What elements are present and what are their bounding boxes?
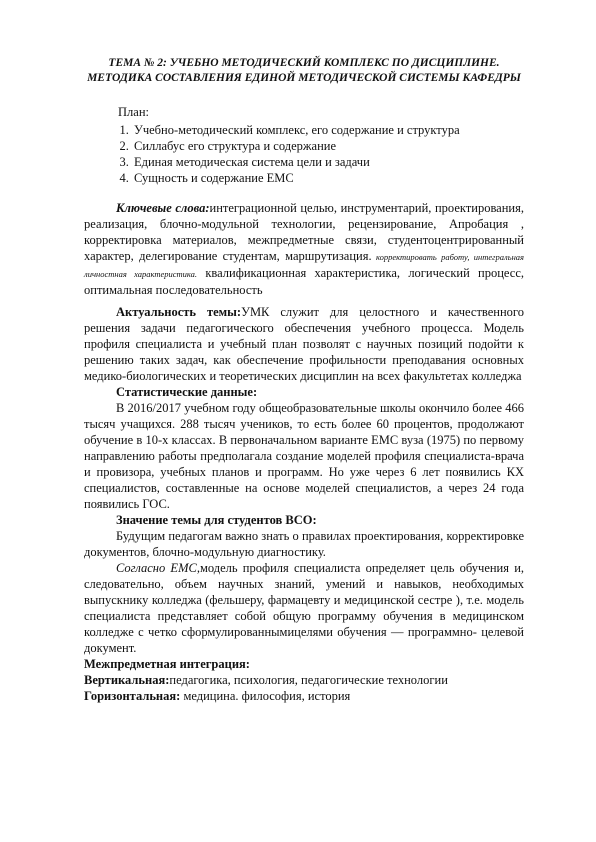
plan-list bbox=[84, 122, 524, 186]
horizontal-label: Горизонтальная: bbox=[84, 689, 181, 703]
integration-horizontal bbox=[84, 688, 524, 704]
plan-item: 2. Силлабус его структура и содержание bbox=[132, 138, 524, 154]
significance-heading: Значение темы для студентов ВСО: bbox=[116, 513, 317, 527]
ems-text: модель профиля специалиста определяет цель обучения и, следовательно, объем научных знаний, умений и навыков, необходимых выпускнику колледжа (фельшеру, фармацевту и медицинской сестре ), т.е. модель специалиста представляет собой общую программу обучения в медицинском колледже с четко сформулированнымицелями обучения — программно- целевой документ. bbox=[84, 561, 525, 655]
ems-paragraph bbox=[84, 560, 524, 656]
stats-paragraph: В 2016/2017 учебном году общеобразовательные школы окончило более 466 тысяч учащихся. 288 тысяч учеников, то есть более 60 процентов, продолжают обучение в 10-х классах. В первоначальном варианте ЕМС вуза (1975) по первому направлению работы предполагала создание моделей профиля специалиста-врача и провизора, учебных планов и программ. Но уже через 6 лет появились КХ специалистов, составленные на основе моделей специалистов, а через 24 года появились ГОС. bbox=[84, 401, 524, 511]
significance-paragraph: Будущим педагогам важно знать о правилах проектирования, корректировке документов, блочно-модульную диагностику. bbox=[84, 529, 524, 559]
horizontal-text: медицина. философия, история bbox=[180, 689, 351, 703]
page-title bbox=[84, 56, 524, 86]
ems-label: Согласно ЕМС, bbox=[116, 561, 200, 575]
relevance-label: Актуальность темы: bbox=[116, 305, 242, 319]
plan-item: 1. Учебно-методический комплекс, его содержание и структура bbox=[132, 122, 524, 138]
title-line-1: ТЕМА № 2: УЧЕБНО МЕТОДИЧЕСКИЙ КОМПЛЕКС ПО ДИСЦИПЛИНЕ. bbox=[108, 57, 500, 69]
plan-item: 4. Сущность и содержание ЕМС bbox=[132, 170, 524, 186]
plan-item: 3. Единая методическая система цели и задачи bbox=[132, 154, 524, 170]
integration-vertical bbox=[84, 672, 524, 688]
stats-heading: Статистические данные: bbox=[116, 385, 258, 399]
integration-heading: Межпредметная интеграция: bbox=[84, 657, 250, 671]
relevance-paragraph bbox=[84, 304, 524, 384]
keywords-small-text: корректировать работу, интегральная личностная характеристика. bbox=[84, 252, 524, 279]
title-line-2: МЕТОДИКА СОСТАВЛЕНИЯ ЕДИНОЙ МЕТОДИЧЕСКОЙ СИСТЕМЫ КАФЕДРЫ bbox=[87, 72, 521, 84]
plan-heading: План: bbox=[118, 105, 149, 119]
vertical-label: Вертикальная: bbox=[84, 673, 170, 687]
relevance-text: УМК служит для целостного и качественного решения задачи педагогического обеспечения учебного процесса. Модель профиля специалиста и учебный план позволят с научных позиций подойти к решению таких задач, как обеспечение профильности преподавания основных медико-биологических и теоретических дисциплин на всех факультетах колледжа bbox=[84, 305, 524, 383]
keywords-paragraph bbox=[84, 200, 524, 298]
vertical-text: педагогика, психология, педагогические технологии bbox=[169, 673, 448, 687]
keywords-tail-text: квалификационная характеристика, логический процесс, оптимальная последовательность bbox=[84, 266, 524, 297]
keywords-text: интеграционной целью, инструментарий, проектирования, реализация, блочно-модульной технологии, рецензирование, Апробация , корректировка материалов, межпредметные связи, студентоцентрированный характер, делегирование студентам, маршрутизация. bbox=[84, 201, 524, 263]
keywords-label: Ключевые слова: bbox=[116, 201, 210, 215]
